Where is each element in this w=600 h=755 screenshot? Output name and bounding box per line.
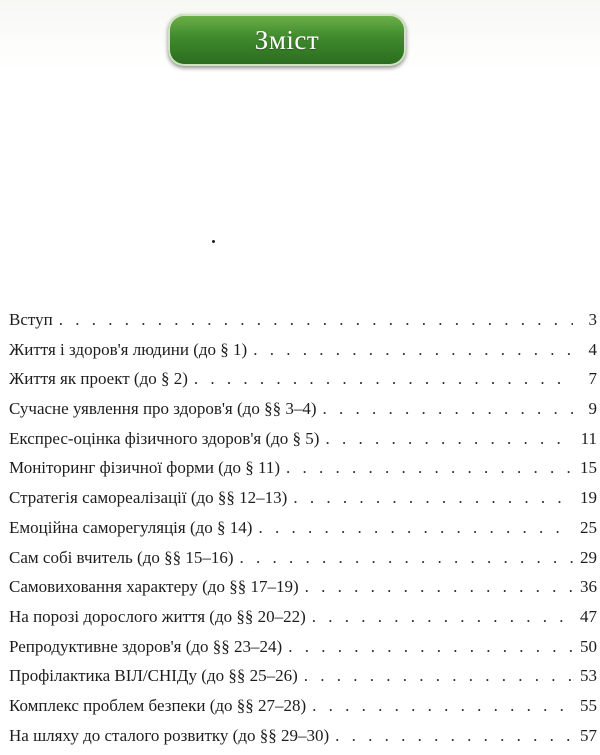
toc-page-number: 53 (580, 666, 597, 686)
toc-page-number: 7 (588, 369, 597, 389)
toc-page-number: 47 (580, 606, 597, 626)
toc-entry[interactable] (9, 548, 597, 578)
toc-entry[interactable] (9, 429, 597, 459)
toc-entry[interactable] (9, 310, 597, 340)
toc-dot-leader (312, 607, 573, 627)
toc-dot-leader (322, 399, 573, 419)
toc-dot-leader (59, 310, 573, 330)
toc-entry[interactable] (9, 607, 597, 637)
toc-page-number: 55 (580, 695, 597, 715)
toc-dot-leader (253, 340, 573, 360)
toc-entry-title: Репродуктивне здоров'я (до §§ 23–24) (9, 636, 283, 656)
toc-entry[interactable] (9, 369, 597, 399)
toc-dot-leader (335, 726, 573, 746)
toc-page-number: 15 (580, 458, 597, 478)
toc-entry-title: Вступ (9, 310, 53, 329)
toc-entry-title: Сучасне уявлення про здоров'я (до §§ 3–4) (9, 399, 317, 419)
toc-entry[interactable] (9, 696, 597, 726)
toc-page-number: 57 (580, 725, 597, 745)
toc-dot-leader (194, 369, 573, 389)
toc-entry[interactable] (9, 518, 597, 548)
toc-entry-title: Самовиховання характеру (до §§ 17–19) (9, 577, 299, 597)
toc-entry-title: На шляху до сталого розвитку (до §§ 29–30) (9, 725, 330, 745)
toc-entry[interactable] (9, 340, 597, 370)
toc-entry-title: Експрес-оцінка фізичного здоров'я (до § 5) (9, 428, 320, 448)
toc-dot-leader (288, 637, 573, 657)
toc-dot-leader (305, 577, 573, 597)
toc-dot-leader (325, 429, 573, 449)
toc-page-number: 36 (580, 577, 597, 597)
toc-dot-leader (304, 666, 573, 686)
toc-entry-title: Життя і здоров'я людини (до § 1) (9, 339, 248, 359)
toc-page-number: 25 (580, 517, 597, 537)
toc-entry-title: Сам собі вчитель (до §§ 15–16) (9, 547, 234, 567)
toc-entry[interactable] (9, 666, 597, 696)
toc-page-number: 3 (588, 310, 597, 329)
toc-dot-leader (286, 458, 573, 478)
toc-dot-leader (312, 696, 573, 716)
table-of-contents (9, 310, 597, 755)
toc-entry[interactable] (9, 577, 597, 607)
toc-page-number: 11 (580, 428, 597, 448)
toc-page-number: 50 (580, 636, 597, 656)
toc-entry-title: Комплекс проблем безпеки (до §§ 27–28) (9, 695, 307, 715)
toc-entry-title: Життя як проект (до § 2) (9, 369, 188, 389)
contents-title-badge (168, 14, 406, 66)
toc-entry-title: На порозі дорослого життя (до §§ 20–22) (9, 606, 306, 626)
print-speck (212, 240, 215, 243)
toc-entry-title: Моніторинг фізичної форми (до § 11) (9, 458, 281, 478)
toc-page-number: 9 (588, 399, 597, 419)
toc-entry-title: Емоційна саморегуляція (до § 14) (9, 517, 253, 537)
toc-dot-leader (293, 488, 573, 508)
toc-page-number: 4 (588, 339, 597, 359)
toc-entry-title: Профілактика ВІЛ/СНІДу (до §§ 25–26) (9, 666, 298, 686)
toc-page-number: 19 (580, 488, 597, 508)
toc-page-number: 29 (580, 547, 597, 567)
toc-entry[interactable] (9, 488, 597, 518)
toc-entry-title: Стратегія самореалізації (до §§ 12–13) (9, 488, 288, 508)
toc-dot-leader (258, 518, 573, 538)
toc-entry[interactable] (9, 399, 597, 429)
page-title: Зміст (254, 24, 320, 55)
toc-entry[interactable] (9, 637, 597, 667)
toc-dot-leader (240, 548, 573, 568)
toc-entry[interactable] (9, 458, 597, 488)
